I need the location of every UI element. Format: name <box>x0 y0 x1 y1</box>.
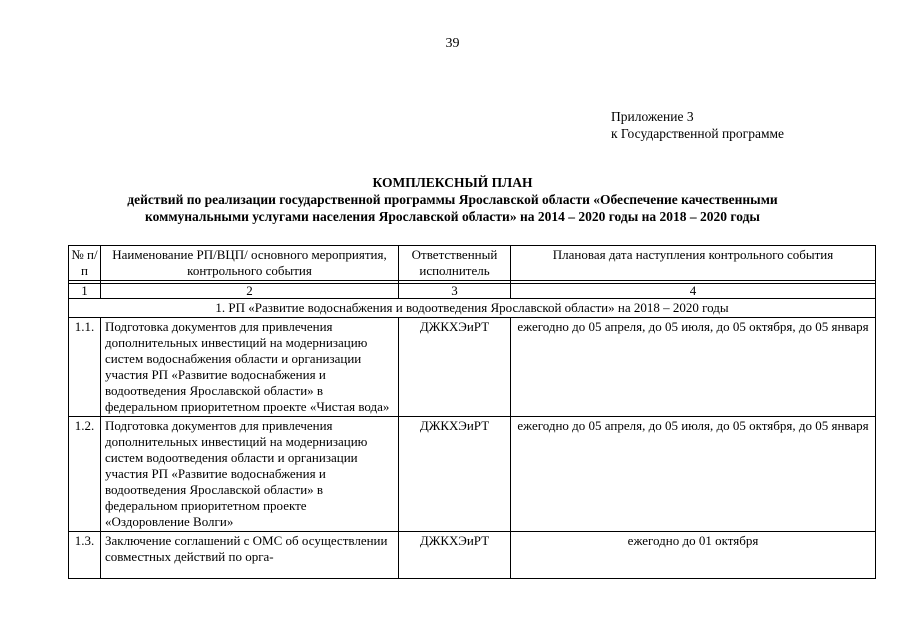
column-number: 4 <box>511 284 876 299</box>
row-date: ежегодно до 05 апреля, до 05 июля, до 05 октября, до 05 января <box>511 417 876 532</box>
table-row <box>69 318 876 417</box>
header-date: Плановая дата наступления контрольного события <box>511 246 876 281</box>
plan-table <box>68 245 876 579</box>
appendix-line-1: Приложение 3 <box>611 109 694 124</box>
table-row <box>69 417 876 532</box>
column-number: 1 <box>69 284 101 299</box>
row-executor: ДЖКХЭиРТ <box>399 318 511 417</box>
document-title <box>0 174 905 225</box>
row-name-text: Заключение соглашений с ОМС об осуществлении совместных действий по орга- <box>105 533 388 564</box>
appendix-note <box>611 108 784 142</box>
header-name: Наименование РП/ВЦП/ основного мероприятия, контрольного события <box>101 246 399 281</box>
row-date: ежегодно до 05 апреля, до 05 июля, до 05 октября, до 05 января <box>511 318 876 417</box>
row-number: 1.3. <box>69 532 101 579</box>
column-number: 2 <box>101 284 399 299</box>
table-row <box>69 532 876 579</box>
table-header-row <box>69 246 876 281</box>
row-executor: ДЖКХЭиРТ <box>399 417 511 532</box>
row-name: Подготовка документов для привлечения дополнительных инвестиций на модернизацию систем водоотведения области и организации участия РП «Развитие водоснабжения и водоотведения Ярославской области» в федеральном приоритетном проекте «Оздоровление Волги» <box>101 417 399 532</box>
header-number: № п/п <box>69 246 101 281</box>
section-title: 1. РП «Развитие водоснабжения и водоотведения Ярославской области» на 2018 – 2020 годы <box>69 299 876 318</box>
appendix-line-2: к Государственной программе <box>611 126 785 141</box>
row-number: 1.2. <box>69 417 101 532</box>
column-number-row <box>69 284 876 299</box>
row-name <box>101 532 399 579</box>
title-line-3: коммунальными услугами населения Ярославской области» на 2014 – 2020 годы на 2018 – 2020 годы <box>145 209 760 224</box>
title-line-1: КОМПЛЕКСНЫЙ ПЛАН <box>372 175 533 190</box>
page-number: 39 <box>445 36 460 51</box>
column-number: 3 <box>399 284 511 299</box>
row-number: 1.1. <box>69 318 101 417</box>
header-executor: Ответственный исполнитель <box>399 246 511 281</box>
section-row <box>69 299 876 318</box>
row-name: Подготовка документов для привлечения дополнительных инвестиций на модернизацию систем водоснабжения области и организации участия РП «Развитие водоснабжения и водоотведения Ярославской области» в федеральном приоритетном проекте «Чистая вода» <box>101 318 399 417</box>
row-executor: ДЖКХЭиРТ <box>399 532 511 579</box>
title-line-2: действий по реализации государственной программы Ярославской области «Обеспечение качественными <box>127 192 778 207</box>
row-date: ежегодно до 01 октября <box>511 532 876 579</box>
